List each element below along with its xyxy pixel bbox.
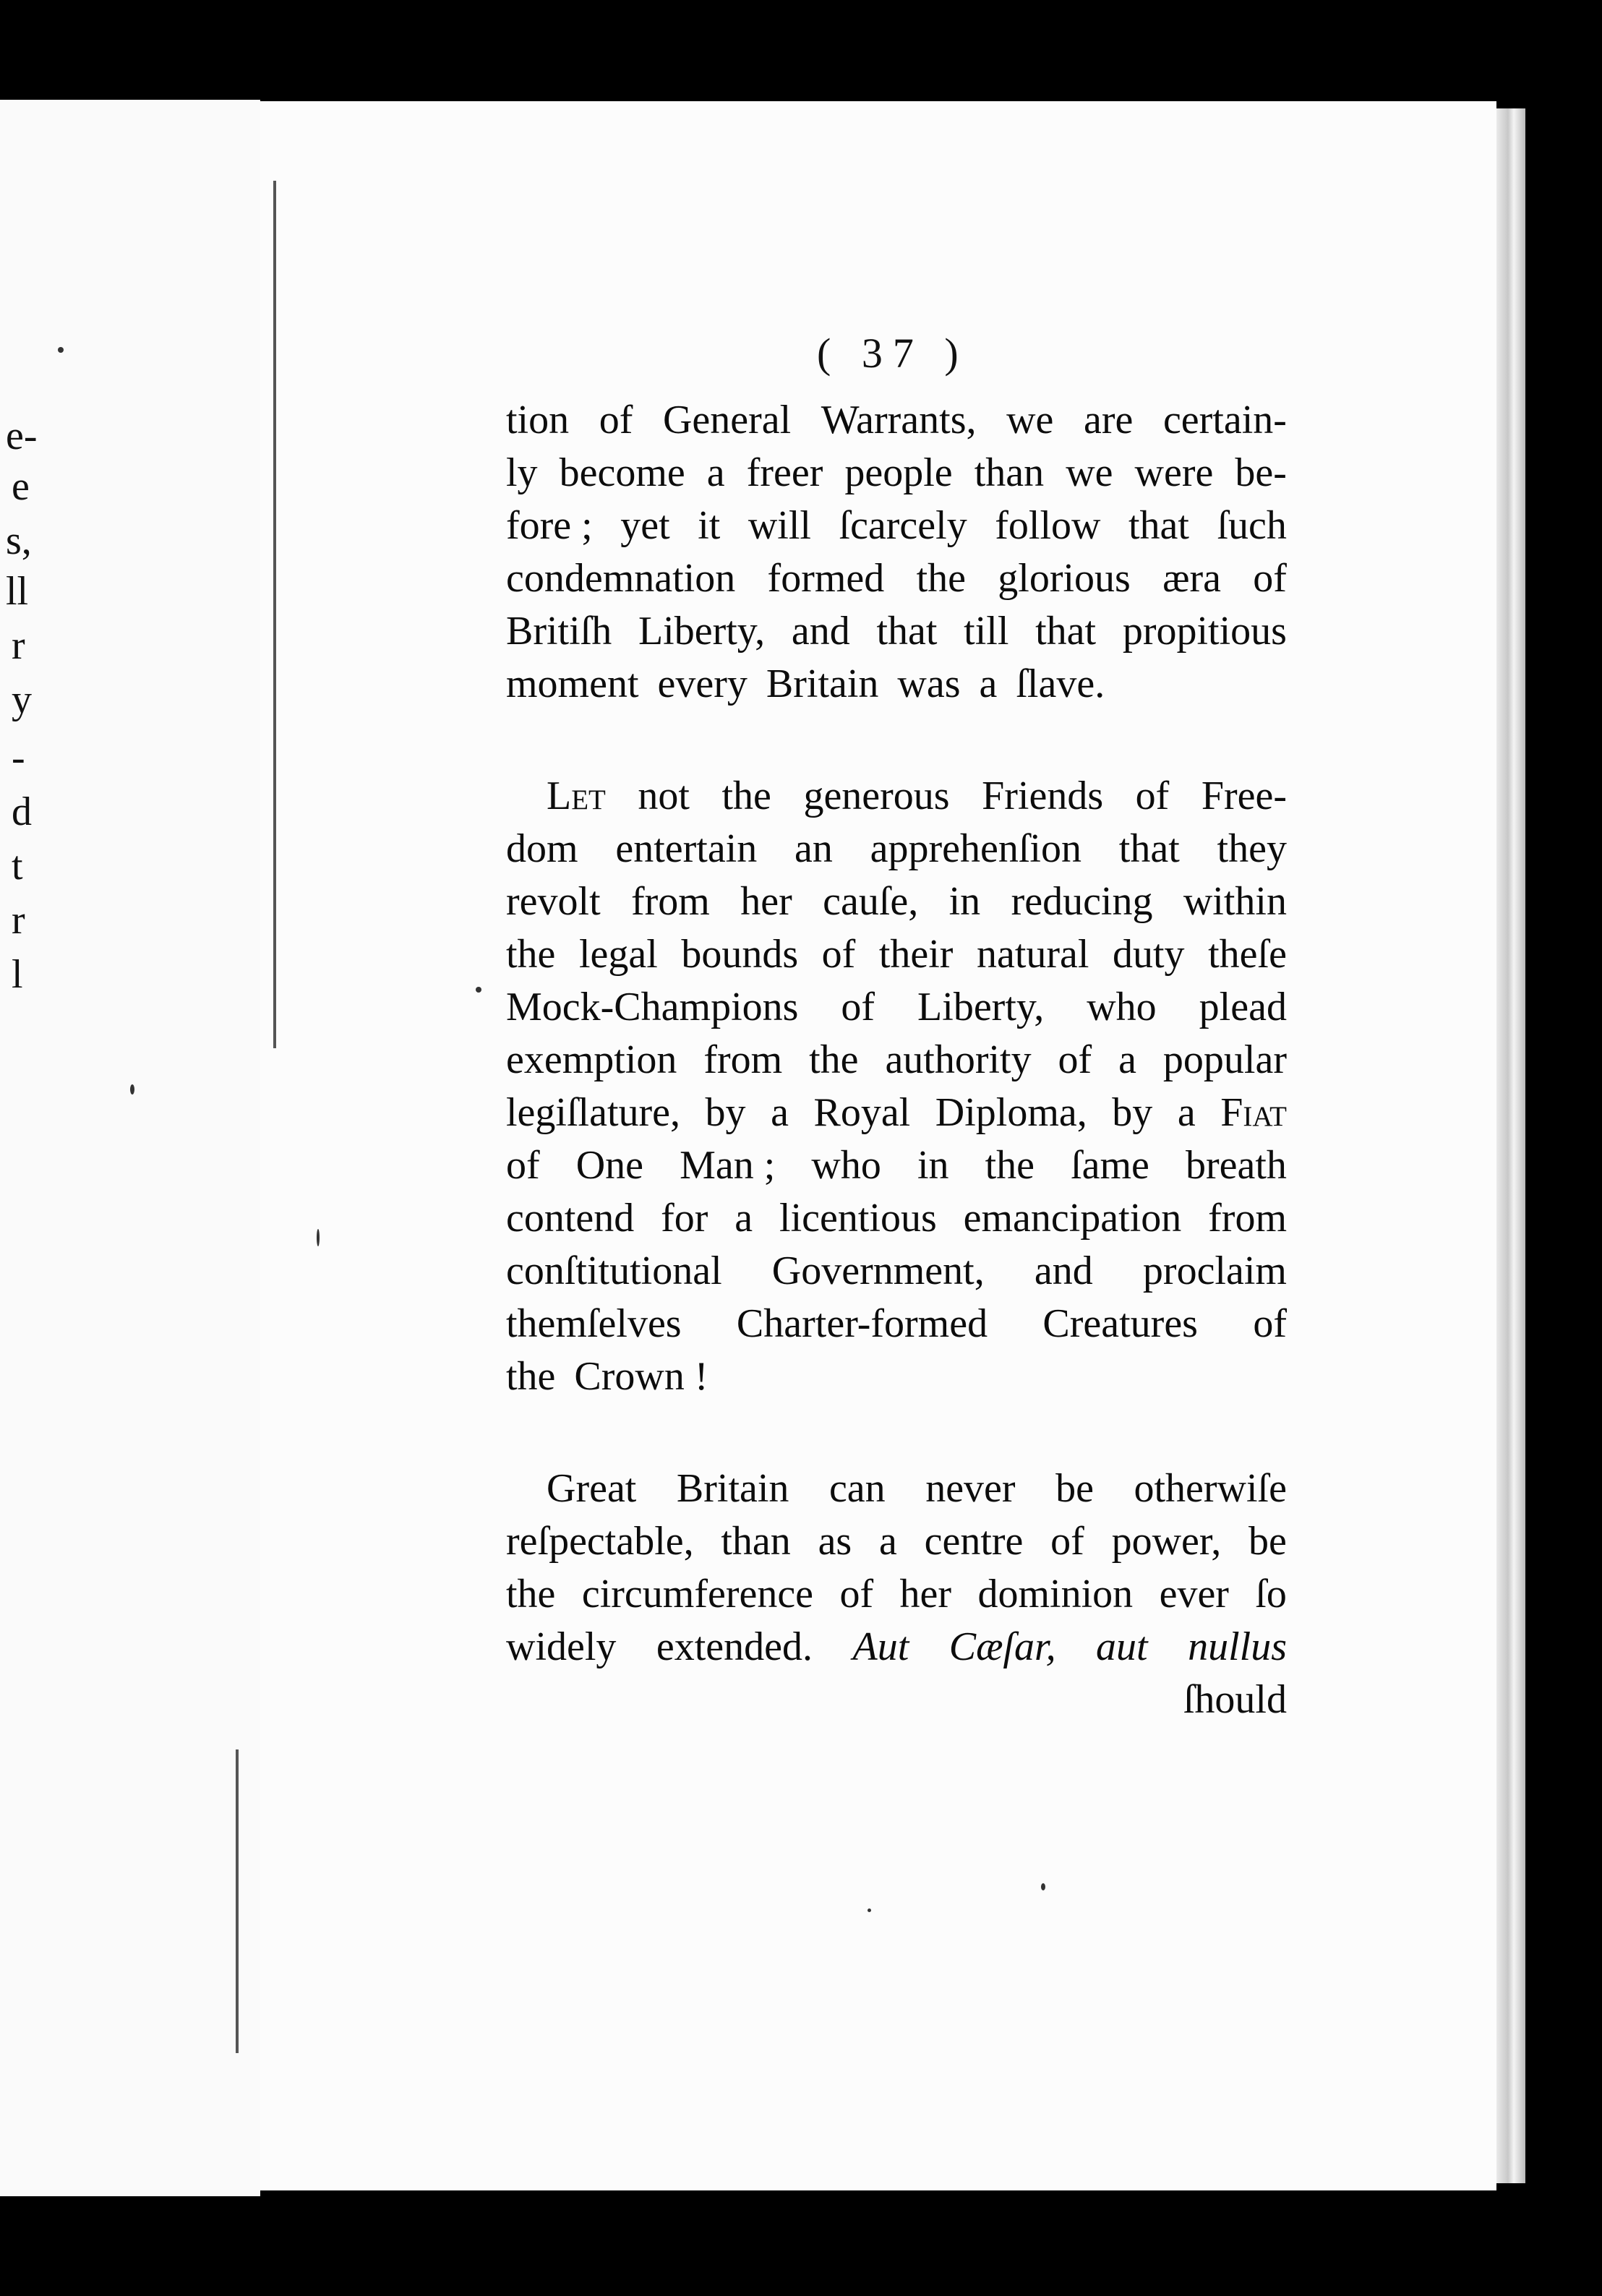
word: every [657, 661, 748, 706]
word: in [917, 1143, 949, 1188]
word: centre [924, 1519, 1024, 1564]
word: authority [885, 1037, 1032, 1082]
word: Liberty, [638, 609, 766, 654]
word: that [1128, 503, 1189, 548]
word: General [662, 398, 792, 442]
word: entertain [615, 826, 758, 871]
text-line [506, 1087, 1287, 1139]
word: Britiſh [506, 609, 612, 654]
word: till [964, 609, 1009, 654]
word: certain- [1162, 398, 1287, 442]
word: power, [1111, 1519, 1222, 1564]
word: that [1118, 826, 1180, 871]
text-line [506, 1034, 1287, 1087]
left-page-line-fragment: e- [6, 414, 38, 458]
word: emancipation [963, 1196, 1182, 1241]
word: Friends [982, 774, 1104, 818]
word: Creatures [1042, 1301, 1198, 1346]
ink-speck [1041, 1883, 1045, 1890]
page-stack-edge [1496, 108, 1525, 2183]
word: generous [803, 774, 950, 818]
word: they [1217, 826, 1287, 871]
left-page-line-fragment: y [12, 677, 32, 722]
text-line [506, 823, 1287, 875]
word: dominion [977, 1572, 1134, 1616]
word: a [706, 450, 725, 495]
word: ſuch [1217, 503, 1287, 548]
text-line [506, 394, 1287, 447]
word: Diploma, [935, 1090, 1087, 1135]
word: that [876, 609, 938, 654]
word: are [1084, 398, 1134, 442]
word: of [1253, 556, 1287, 601]
word: legal [578, 932, 658, 977]
word: circumference [581, 1572, 814, 1616]
word: glorious [998, 556, 1131, 601]
word: moment [506, 661, 639, 706]
word: in [948, 879, 981, 924]
word: we [1066, 450, 1113, 495]
word: as [818, 1519, 852, 1564]
word: be- [1235, 450, 1287, 495]
text-line [506, 1621, 1287, 1674]
body-text [506, 394, 1287, 1726]
word: Britain [766, 661, 879, 706]
left-page-line-fragment: t [12, 844, 23, 888]
ink-speck [58, 347, 64, 353]
word: Cæſar, [948, 1624, 1056, 1669]
left-page-line-fragment: l [12, 952, 23, 997]
word: and [791, 609, 850, 654]
word: a [878, 1519, 897, 1564]
word: æra [1162, 556, 1221, 601]
left-page-line-fragment: ll [6, 569, 29, 614]
word: from [631, 879, 710, 924]
word: Fiat [1220, 1090, 1287, 1135]
text-line [506, 1245, 1287, 1298]
word: otherwiſe [1134, 1466, 1287, 1511]
word: within [1183, 879, 1287, 924]
text-line [506, 875, 1287, 928]
word: the [721, 774, 771, 818]
word: Free- [1201, 774, 1287, 818]
word: be [1248, 1519, 1287, 1564]
word: can [828, 1466, 886, 1511]
word: natural [976, 932, 1089, 977]
word: for [661, 1196, 708, 1241]
word: reducing [1011, 879, 1153, 924]
text-line [506, 658, 1287, 711]
word: duty [1113, 932, 1185, 977]
word: of [1135, 774, 1170, 818]
word: Liberty, [917, 985, 1045, 1029]
word: Warrants, [821, 398, 977, 442]
word: and [1034, 1248, 1093, 1293]
word: of [821, 932, 856, 977]
word: proclaim [1142, 1248, 1287, 1293]
word: Aut [852, 1624, 909, 1669]
word: ſo [1255, 1572, 1287, 1616]
word: of [839, 1572, 874, 1616]
word: the [506, 1354, 556, 1399]
paragraph [506, 1462, 1287, 1674]
word: Government, [771, 1248, 985, 1293]
left-page-line-fragment: r [12, 898, 25, 943]
word: her [899, 1572, 952, 1616]
left-page-edge [0, 100, 260, 2196]
word: condemnation [506, 556, 736, 601]
word: of [599, 398, 633, 442]
word: ly [506, 450, 538, 495]
word: that [1035, 609, 1097, 654]
word: from [703, 1037, 783, 1082]
word: themſelves [506, 1301, 682, 1346]
word: freer [746, 450, 823, 495]
word: tion [506, 398, 570, 442]
text-line [506, 770, 1287, 823]
word: plead [1199, 985, 1287, 1029]
gutter-fold-top [273, 181, 276, 1048]
word: of [506, 1143, 540, 1188]
left-page-line-fragment: d [12, 789, 32, 834]
text-line [506, 1568, 1287, 1621]
catchword-line [506, 1674, 1287, 1726]
word: follow [995, 503, 1101, 548]
word: Let [547, 774, 606, 818]
word: her [740, 879, 792, 924]
word: legiſlature, [506, 1090, 681, 1135]
word: Charter-formed [736, 1301, 988, 1346]
word: exemption [506, 1037, 677, 1082]
word: than [974, 450, 1045, 495]
word: popular [1162, 1037, 1287, 1082]
text-line [506, 552, 1287, 605]
word: fore ; [506, 503, 593, 548]
text-line [506, 500, 1287, 552]
word: licentious [779, 1196, 937, 1241]
word: theſe [1208, 932, 1287, 977]
text-line [506, 1462, 1287, 1515]
word: who [1087, 985, 1157, 1029]
left-page-line-fragment: e [12, 464, 30, 509]
word: of [1253, 1301, 1287, 1346]
word: Great [547, 1466, 637, 1511]
ink-speck [868, 1909, 871, 1912]
word: people [844, 450, 953, 495]
word: the [506, 1572, 556, 1616]
word: their [878, 932, 954, 977]
catchword: ſhould [1183, 1677, 1287, 1722]
word: revolt [506, 879, 601, 924]
word: bounds [681, 932, 799, 977]
word: ever [1159, 1572, 1229, 1616]
left-page-line-fragment: s, [6, 518, 32, 563]
word: of [1058, 1037, 1092, 1082]
left-page-line-fragment: r [12, 623, 25, 668]
word: an [794, 826, 833, 871]
word: the [506, 932, 556, 977]
word: the [809, 1037, 859, 1082]
word: yet [620, 503, 670, 548]
paragraph [506, 770, 1287, 1403]
word: extended. [656, 1624, 813, 1669]
word: One [575, 1143, 644, 1188]
word: ſlave. [1016, 661, 1105, 706]
word: dom [506, 826, 578, 871]
word: Man ; [680, 1143, 776, 1188]
word: cauſe, [823, 879, 919, 924]
word: ſcarcely [839, 503, 967, 548]
text-line [506, 1192, 1287, 1245]
word: a [1118, 1037, 1136, 1082]
word: Royal [813, 1090, 911, 1135]
text-line [506, 447, 1287, 500]
paragraph-gap [506, 711, 1287, 770]
text-line [506, 981, 1287, 1034]
word: by [1112, 1090, 1153, 1135]
word: contend [506, 1196, 635, 1241]
left-page-line-fragment: - [12, 735, 25, 780]
word: the [916, 556, 966, 601]
word: Crown ! [574, 1354, 708, 1399]
word: was [897, 661, 961, 706]
paragraph-gap [506, 1403, 1287, 1462]
word: by [705, 1090, 746, 1135]
text-line [506, 1515, 1287, 1568]
word: be [1055, 1466, 1094, 1511]
word: a [1177, 1090, 1196, 1135]
ink-speck [476, 987, 481, 993]
word: of [1050, 1519, 1084, 1564]
word: were [1134, 450, 1214, 495]
word: conſtitutional [506, 1248, 722, 1293]
word: become [559, 450, 685, 495]
word: from [1208, 1196, 1287, 1241]
word: reſpectable, [506, 1519, 694, 1564]
text-line [506, 1139, 1287, 1192]
word: of [841, 985, 875, 1029]
page-number: ( 37 ) [817, 330, 969, 377]
word: formed [767, 556, 885, 601]
word: nullus [1188, 1624, 1287, 1669]
word: a [734, 1196, 753, 1241]
word: the [985, 1143, 1035, 1188]
word: who [811, 1143, 881, 1188]
text-line [506, 1350, 1287, 1403]
word: will [748, 503, 811, 548]
word: propitious [1122, 609, 1287, 654]
text-line [506, 1298, 1287, 1350]
word: Mock-Champions [506, 985, 799, 1029]
word: widely [506, 1624, 617, 1669]
word: never [925, 1466, 1016, 1511]
gutter-fold-bottom [236, 1749, 239, 2053]
word: apprehenſion [870, 826, 1081, 871]
word: a [771, 1090, 789, 1135]
ink-speck [130, 1084, 134, 1095]
word: ſame [1071, 1143, 1149, 1188]
word: aut [1096, 1624, 1148, 1669]
paragraph [506, 394, 1287, 711]
text-line [506, 605, 1287, 658]
word: it [698, 503, 721, 548]
ink-speck [317, 1229, 320, 1246]
word: than [721, 1519, 791, 1564]
word: we [1006, 398, 1054, 442]
word: not [638, 774, 690, 818]
text-line [506, 928, 1287, 981]
word: a [979, 661, 998, 706]
word: Britain [676, 1466, 789, 1511]
word: breath [1185, 1143, 1287, 1188]
